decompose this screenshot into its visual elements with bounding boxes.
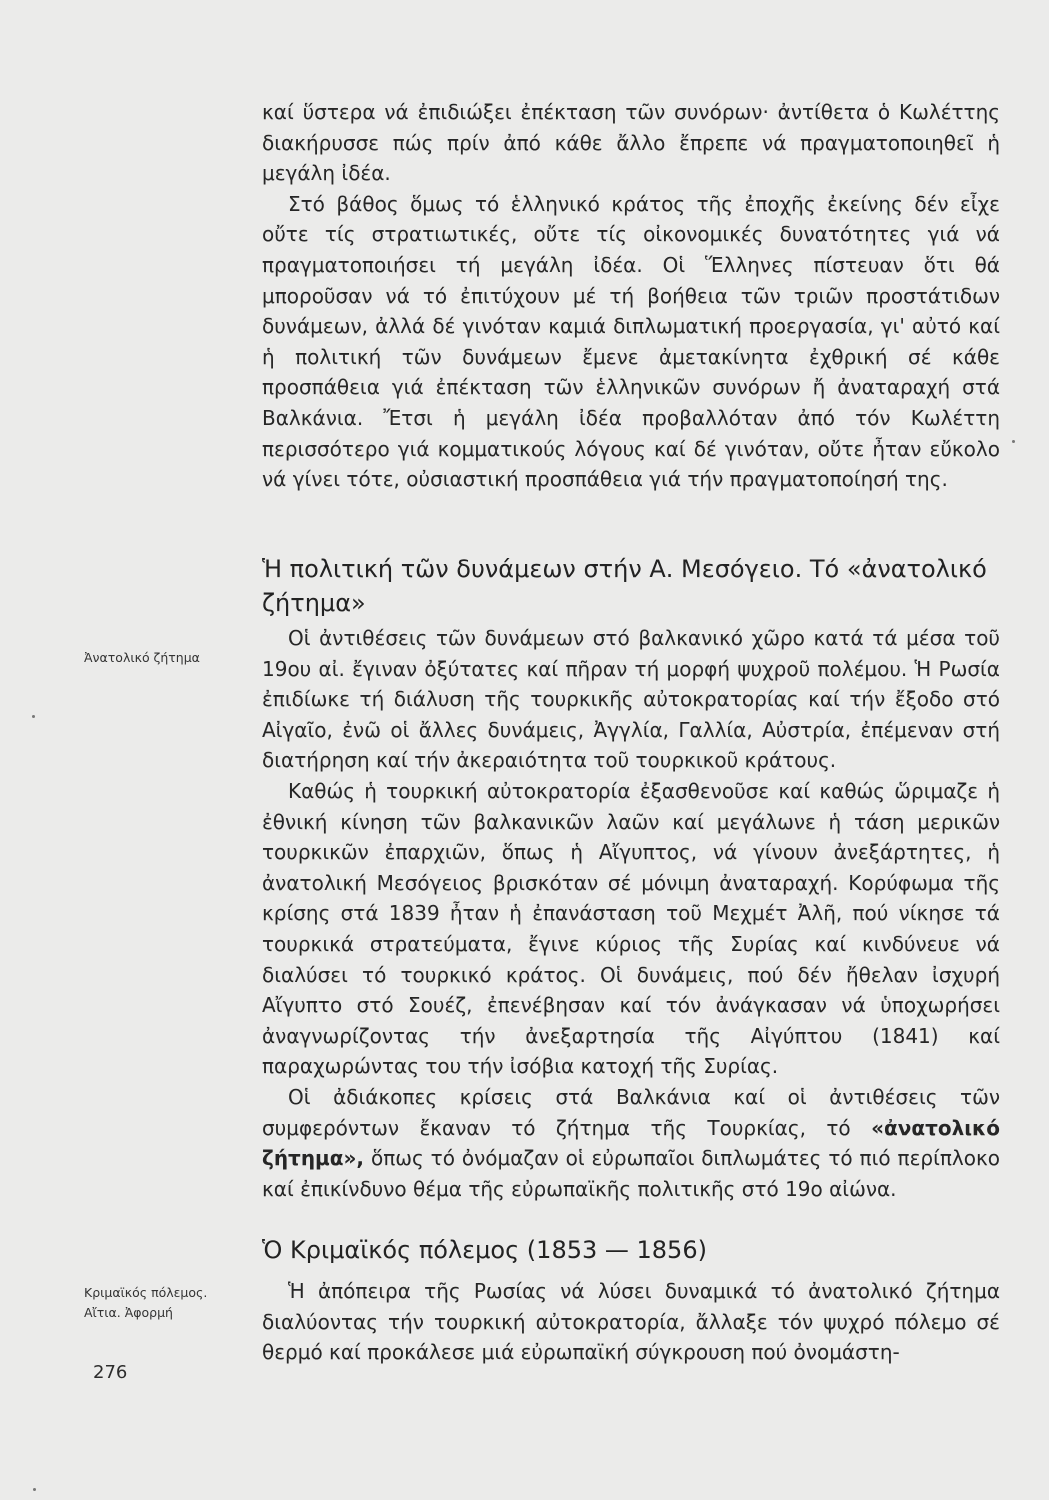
crimean-paragraph-1: Ἡ ἀπόπειρα τῆς Ρωσίας νά λύσει δυναμικά τό ἀνατολικό ζήτημα διαλύοντας τήν τουρκική αὐτοκρατορία, ἄλλαξε τόν ψυχρό πόλεμο σέ θερμό καί προκάλεσε μιά εὐρωπαϊκή σύγκρουση πού ὀνομάστη- [262, 1279, 1000, 1365]
section-heading-eastern-question: Ἡ πολιτική τῶν δυνάμεων στήν Α. Μεσόγειο. Τό «ἀνατολικό ζήτημα» [262, 555, 987, 617]
section-heading-crimean-war: Ὁ Κριμαϊκός πόλεμος (1853 — 1856) [262, 1236, 707, 1264]
eastern-paragraph-1: Οἱ ἀντιθέσεις τῶν δυνάμεων στό βαλκανικό χῶρο κατά τά μέσα τοῦ 19ου αἰ. ἔγιναν ὀξύτατες καί πῆραν τή μορφή ψυχροῦ πολέμου. Ἡ Ρωσία ἐπιδίωκε τή διάλυση τῆς τουρκικῆς αὐτοκρατορίας καί τήν ἔξοδο στό Αἰγαῖο, ἐνῶ οἱ ἄλλες δυνάμεις, Ἀγγλία, Γαλλία, Αὐστρία, ἐπέμεναν στή διατήρηση καί τήν ἀκεραιότητα τοῦ τουρκικοῦ κράτους. [262, 626, 1000, 773]
eastern-paragraph-3-end: ὅπως τό ὀνόμαζαν οἱ εὐρωπαῖοι διπλωμάτες τό πιό περίπλοκο καί ἐπικίνδυνο θέμα τῆς εὐρωπαϊκῆς πολιτικῆς στό 19ο αἰώνα. [262, 1146, 1000, 1201]
eastern-paragraph-2: Καθώς ἡ τουρκική αὐτοκρατορία ἐξασθενοῦσε καί καθώς ὥριμαζε ἡ ἐθνική κίνηση τῶν βαλκανικῶν λαῶν καί μεγάλωνε ἡ τάση μερικῶν τουρκικῶν ἐπαρχιῶν, ὅπως ἡ Αἴγυπτος, νά γίνουν ἀνεξάρτητες, ἡ ἀνατολική Μεσόγειος βρισκόταν σέ μόνιμη ἀναταραχή. Κορύφωμα τῆς κρίσης στά 1839 ἦταν ἡ ἐπανάσταση τοῦ Μεχμέτ Ἀλῆ, πού νίκησε τά τουρκικά στρατεύματα, ἔγινε κύριος τῆς Συρίας καί κινδύνευε νά διαλύσει τό τουρκικό κράτος. Οἱ δυνάμεις, πού δέν ἤθελαν ἰσχυρή Αἴγυπτο στό Σουέζ, ἐπενέβησαν καί τόν ἀνάγκασαν νά ὑποχωρήσει ἀναγνωρίζοντας τήν ἀνεξαρτησία τῆς Αἰγύπτου (1841) καί παραχωρώντας του τήν ἰσόβια κατοχή τῆς Συρίας. [262, 778, 1000, 1079]
scan-speck [32, 715, 35, 718]
eastern-paragraph-3 [262, 1082, 1000, 1204]
scan-speck [33, 1488, 36, 1491]
margin-note-crimean-line-2: Αἴτια. Ἀφορμή [84, 1305, 173, 1320]
margin-note-crimean-line-1: Κριμαϊκός πόλεμος. [84, 1285, 208, 1300]
page-number: 276 [93, 1362, 128, 1383]
intro-text-block [262, 97, 1000, 495]
eastern-question-text-block [262, 623, 1000, 1204]
margin-note-eastern-question: Ἀνατολικό ζήτημα [84, 650, 200, 665]
intro-paragraph-1: καί ὕστερα νά ἐπιδιώξει ἐπέκταση τῶν συνόρων· ἀντίθετα ὁ Κωλέττης διακήρυσσε πώς πρίν ἀπό κάθε ἄλλο ἔπρεπε νά πραγματοποιηθεῖ ἡ μεγάλη ἰδέα. [262, 100, 1000, 186]
crimean-war-heading-block [262, 1233, 1000, 1267]
eastern-paragraph-3-start: Οἱ ἀδιάκοπες κρίσεις στά Βαλκάνια καί οἱ ἀντιθέσεις τῶν συμφερόντων ἔκαναν τό ζήτημα τῆς Τουρκίας, τό [262, 1084, 1000, 1140]
margin-note-crimean-war [84, 1283, 254, 1323]
eastern-question-term: «ἀνατολικό ζήτημα», [262, 1115, 1000, 1171]
crimean-war-text-block [262, 1276, 1000, 1368]
intro-paragraph-2: Στό βάθος ὅμως τό ἑλληνικό κράτος τῆς ἐποχῆς ἐκείνης δέν εἶχε οὔτε τίς στρατιωτικές, οὔτε τίς οἰκονομικές δυνατότητες γιά νά πραγματοποιήσει τή μεγάλη ἰδέα. Οἱ Ἕλληνες πίστευαν ὅτι θά μποροῦσαν νά τό ἐπιτύχουν μέ τή βοήθεια τῶν τριῶν προστάτιδων δυνάμεων, ἀλλά δέ γινόταν καμιά διπλωματική προεργασία, γι' αὐτό καί ἡ πολιτική τῶν δυνάμεων ἔμενε ἀμετακίνητα ἐχθρική σέ κάθε προσπάθεια γιά ἐπέκταση τῶν ἑλληνικῶν συνόρων ἤ ἀναταραχή στά Βαλκάνια. Ἔτσι ἡ μεγάλη ἰδέα προβαλλόταν ἀπό τόν Κωλέττη περισσότερο γιά κομματικούς λόγους καί δέ γινόταν, οὔτε ἦταν εὔκολο νά γίνει τότε, οὐσιαστική προσπάθεια γιά τήν πραγματοποίησή της. [262, 191, 1000, 492]
eastern-question-heading-block [262, 552, 1000, 620]
scan-speck [1012, 440, 1015, 443]
